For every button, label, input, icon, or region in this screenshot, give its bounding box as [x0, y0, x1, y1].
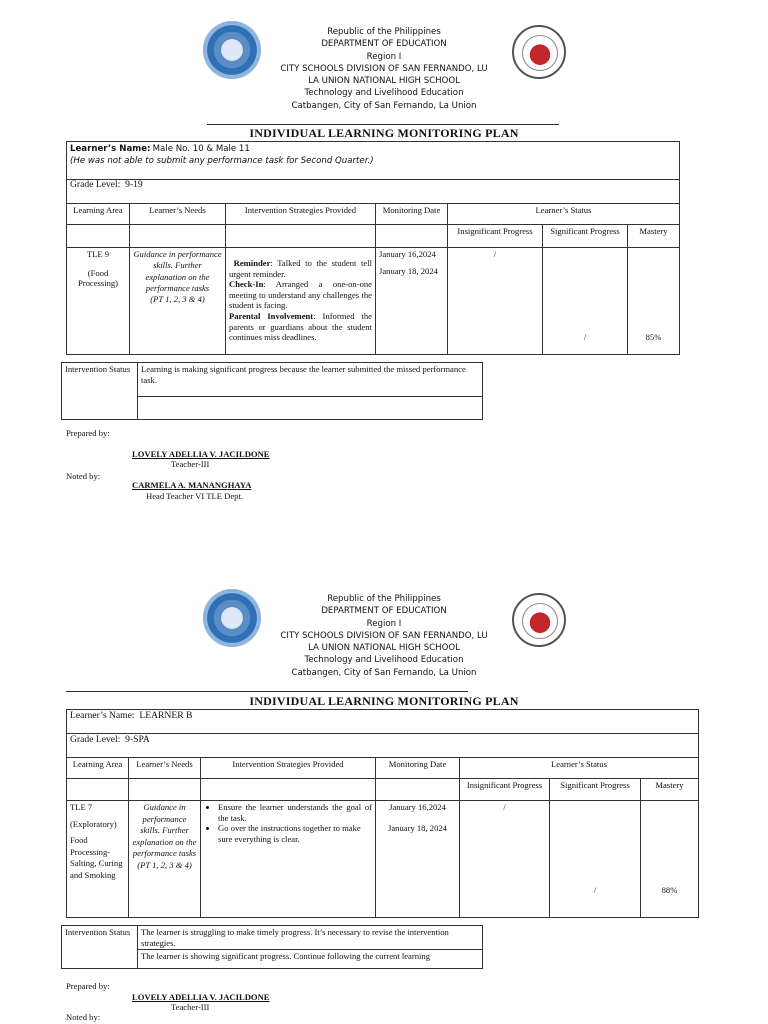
prepared-by-label-2: Prepared by:	[66, 981, 110, 991]
page-title: INDIVIDUAL LEARNING MONITORING PLAN	[249, 126, 519, 140]
col-significant-progress-2: Significant Progress	[549, 778, 641, 801]
letterhead: Republic of the Philippines DEPARTMENT OF EDUCATION Region I CITY SCHOOLS DIVISION OF SAN FERNANDO, LU LA UNION NATIONAL HIGH SCHOOL Technology and Livelihood Education Catbangen, City of San Fernando, La Union	[280, 27, 488, 111]
cell-monitoring-date: January 16,2024 January 18, 2024	[375, 247, 448, 355]
col-learning-area: Learning Area	[66, 203, 130, 225]
sdo-seal-logo-2	[512, 593, 566, 647]
col-mastery: Mastery	[627, 224, 680, 248]
intervention-status-text: Learning is making significant progress because the learner submitted the missed performance task.	[137, 362, 483, 397]
header-rule-2	[66, 691, 468, 692]
noter-name: CARMELA A. MANANGHAYA	[132, 480, 252, 490]
col-learners-status-2: Learner’s Status	[459, 757, 699, 779]
col-learners-status: Learner’s Status	[447, 203, 680, 225]
col-significant-progress: Significant Progress	[542, 224, 628, 248]
intervention-status-text-2b: The learner is showing significant progress. Continue following the current learning	[137, 949, 483, 969]
preparer-title: Teacher-III	[171, 459, 210, 469]
intervention-status-empty	[137, 396, 483, 420]
col-intervention-strategies-2: Intervention Strategies Provided	[200, 757, 376, 779]
cell-learning-area: TLE 9 (Food Processing)	[66, 247, 130, 355]
cell-mastery-2: 88%	[640, 800, 699, 918]
preparer-title-2: Teacher-III	[171, 1002, 210, 1012]
preparer-name-2: LOVELY ADELLIA V. JACILDONE	[132, 992, 270, 1002]
noter-title: Head Teacher VI TLE Dept.	[146, 491, 243, 501]
col-learners-needs: Learner’s Needs	[129, 203, 226, 225]
sdo-seal-logo	[512, 25, 566, 79]
cell-significant-progress-2: /	[549, 800, 641, 918]
letterhead-2: Republic of the Philippines DEPARTMENT OF EDUCATION Region I CITY SCHOOLS DIVISION OF SAN FERNANDO, LU LA UNION NATIONAL HIGH SCHOOL Technology and Livelihood Education Catbangen, City of San Fernando, La Union	[280, 594, 488, 678]
cell-learners-needs-2: Guidance in performance skills. Further explanation on the performance tasks (PT 1, 2, 3 & 4)	[128, 800, 201, 918]
col-insignificant-progress-2: Insignificant Progress	[459, 778, 550, 801]
cell-learners-needs: Guidance in performance skills. Further explanation on the performance tasks (PT 1, 2, 3 & 4)	[129, 247, 226, 355]
grade-level-row: Grade Level: 9-19	[66, 179, 680, 204]
cell-insignificant-progress: /	[447, 247, 543, 355]
noted-by-label-2: Noted by:	[66, 1012, 101, 1022]
page-title-2: INDIVIDUAL LEARNING MONITORING PLAN	[249, 694, 519, 708]
col-learning-area-2: Learning Area	[66, 757, 129, 779]
cell-monitoring-date-2: January 16,2024 January 18, 2024	[375, 800, 460, 918]
col-insignificant-progress: Insignificant Progress	[447, 224, 543, 248]
cell-insignificant-progress-2: /	[459, 800, 550, 918]
col-monitoring-date: Monitoring Date	[375, 203, 448, 225]
prepared-by-label: Prepared by:	[66, 428, 110, 438]
cell-mastery: 85%	[627, 247, 680, 355]
preparer-name: LOVELY ADELLIA V. JACILDONE	[132, 449, 270, 459]
col-monitoring-date-2: Monitoring Date	[375, 757, 460, 779]
header-rule	[207, 124, 559, 125]
intervention-status-label-2: Intervention Status	[61, 925, 138, 969]
learner-name-row-2: Learner’s Name: LEARNER B	[66, 709, 699, 734]
cell-learning-area-2: TLE 7 (Exploratory) Food Processing-Salting, Curing and Smoking	[66, 800, 129, 918]
noted-by-label: Noted by:	[66, 471, 101, 481]
cell-intervention-strategies: Reminder: Talked to the student tell urgent reminder. Check-In: Arranged a one-on-one meeting to understand any challenges the student is facing. Parental Involvement: Informed the parents or guardians about the student continues miss deadlines.	[225, 247, 376, 355]
grade-level-row-2: Grade Level: 9-SPA	[66, 733, 699, 758]
cell-intervention-strategies-2: • Ensure the learner understands the goal of the task. • Go over the instructions together to make sure everything is clear.	[200, 800, 376, 918]
intervention-status-label: Intervention Status	[61, 362, 138, 420]
intervention-status-text-2a: The learner is struggling to make timely progress. It’s necessary to revise the intervention strategies.	[137, 925, 483, 950]
col-intervention-strategies: Intervention Strategies Provided	[225, 203, 376, 225]
learner-name-row: Learner’s Name: Male No. 10 & Male 11 (He was not able to submit any performance task for Second Quarter.)	[66, 141, 680, 180]
col-learners-needs-2: Learner’s Needs	[128, 757, 201, 779]
col-mastery-2: Mastery	[640, 778, 699, 801]
cell-significant-progress: /	[542, 247, 628, 355]
